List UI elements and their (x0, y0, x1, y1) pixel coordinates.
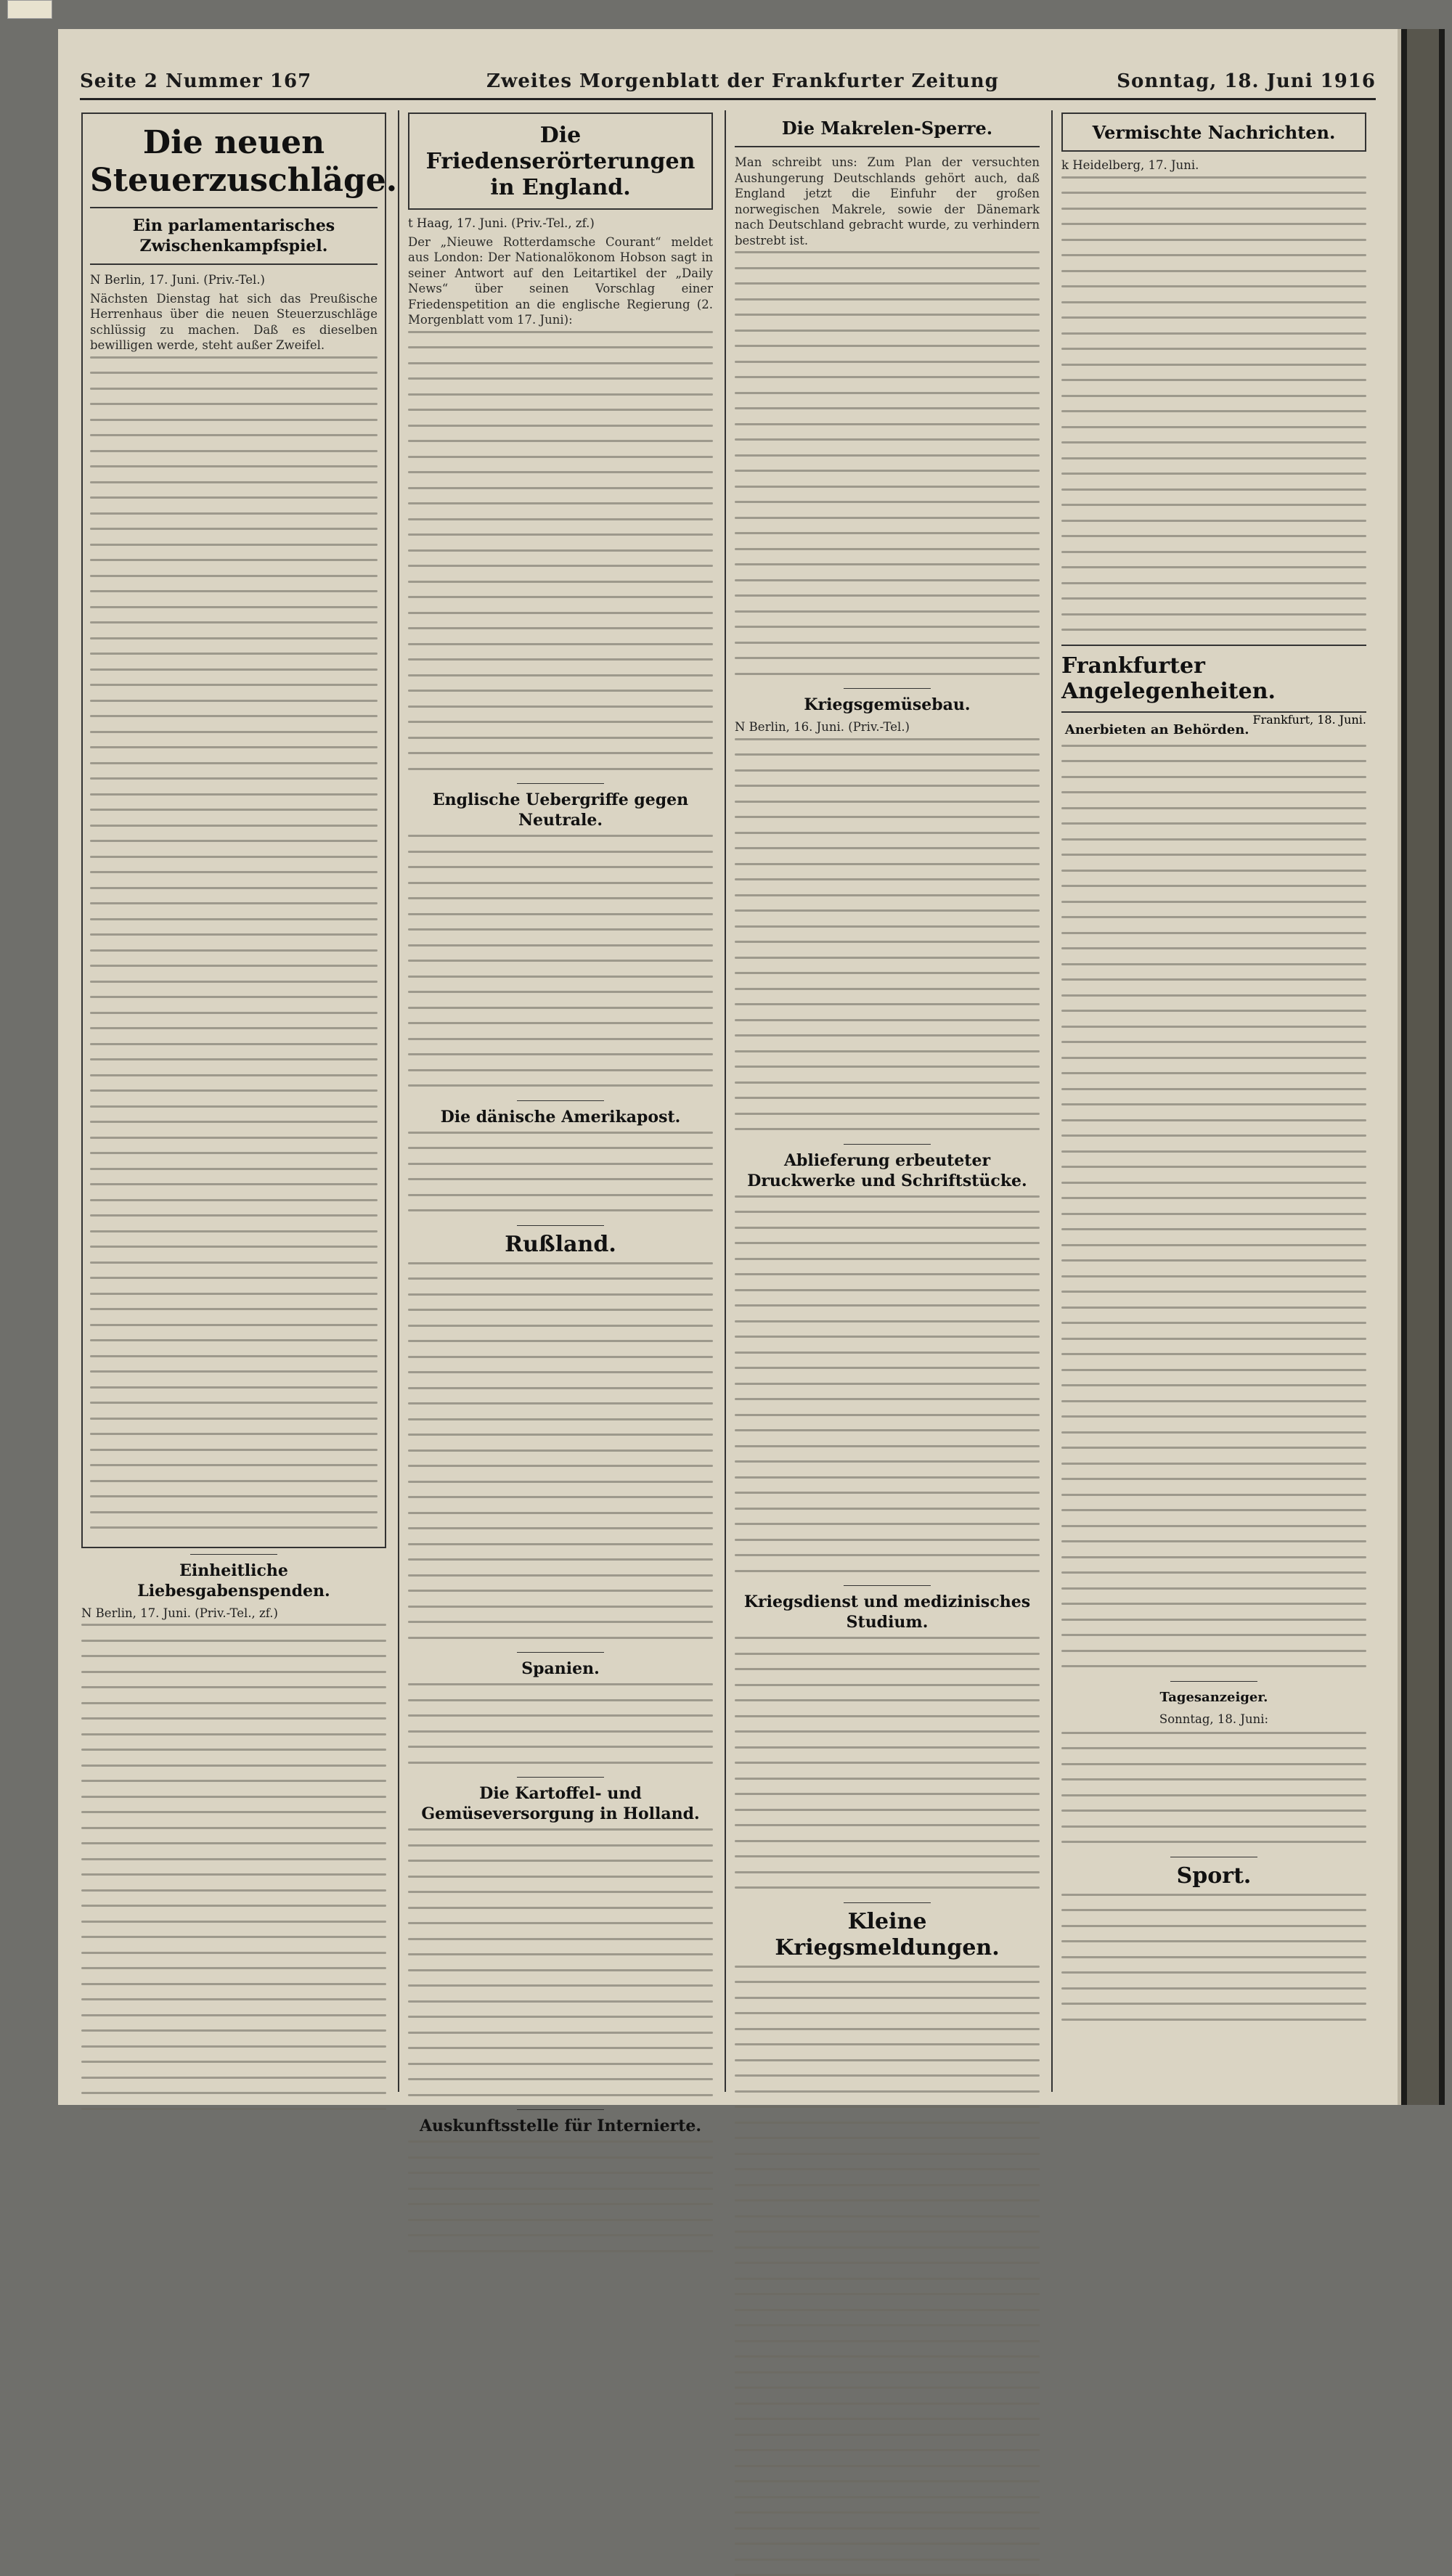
article-lead: Nächsten Dienstag hat sich das Preußische Herrenhaus über die neuen Steuerzuschläge schlüssig zu machen. Daß es dieselben bewilligen werde, steht außer Zweifel. (90, 291, 378, 353)
article-body-lines (408, 331, 713, 770)
section-title: Frankfurter Angelegenheiten. (1061, 653, 1366, 704)
header-right: Sonntag, 18. Juni 1916 (1117, 70, 1376, 92)
article-body-lines (735, 1637, 1040, 1889)
tagesanzeiger-day: Sonntag, 18. Juni: (1061, 1712, 1366, 1726)
article-body-lines (735, 738, 1040, 1131)
article-body-lines (735, 251, 1040, 675)
page-header (80, 69, 1376, 100)
article-body-lines (408, 1262, 713, 1639)
column-4 (1061, 113, 1366, 2087)
article-body-lines (735, 1195, 1040, 1572)
section-title: Spanien. (408, 1659, 713, 1679)
header-center: Zweites Morgenblatt der Frankfurter Zeitung (486, 70, 999, 92)
dateline: N Berlin, 17. Juni. (Priv.-Tel.) (90, 273, 265, 287)
column-3 (735, 113, 1040, 2087)
article-lead: Der „Nieuwe Rotterdamsche Courant“ meldet aus London: Der Nationalökonom Hobson sagt in seiner Antwort auf den Leitartikel der „Daily News“ über seinen Vorschlag einer Friedenspetition an die englische Regierung (2. Morgenblatt vom 17. Juni): (408, 234, 713, 328)
section-title: Kleine Kriegsmeldungen. (735, 1909, 1040, 1961)
dateline: N Berlin, 17. Juni. (Priv.-Tel., zf.) (81, 1606, 278, 1620)
scale-ruler (7, 0, 52, 19)
section-title: Die dänische Amerikapost. (408, 1107, 713, 1127)
article-title: Die neuen Steuerzuschläge. (90, 124, 378, 200)
section-title: Kriegsgemüsebau. (735, 695, 1040, 715)
article-body-lines (81, 1624, 386, 2110)
article-body-lines (408, 1683, 713, 1764)
column-1 (81, 113, 386, 2087)
article-body-lines (408, 2140, 713, 2252)
title-box (408, 113, 713, 210)
article-title: Vermischte Nachrichten. (1069, 123, 1359, 143)
section-title: Tagesanzeiger. (1061, 1688, 1366, 1708)
section-title: Sport. (1061, 1863, 1366, 1889)
dateline: Frankfurt, 18. Juni. (1252, 713, 1366, 727)
header-left: Seite 2 Nummer 167 (80, 70, 311, 92)
tagesanzeiger-lines (1061, 1732, 1366, 1844)
article-body-lines (408, 835, 713, 1087)
title-box (1061, 113, 1366, 152)
section-title: Einheitliche Liebesgabenspenden. (81, 1561, 386, 1601)
column-rule (1051, 110, 1053, 2092)
section-title: Anerbieten an Behörden. (1061, 720, 1366, 740)
article-body-lines (1061, 1894, 1366, 2021)
frankfurt-header (1061, 653, 1366, 704)
article-body-lines (1061, 745, 1366, 1668)
section-title: Die Kartoffel- und Gemüseversorgung in Holland. (408, 1783, 713, 1824)
dateline: N Berlin, 16. Juni. (Priv.-Tel.) (735, 720, 910, 734)
article-title: Die Friedenserörterungen in England. (415, 123, 706, 201)
article-steuerzuschlaege (81, 113, 386, 1548)
page-edge (1401, 29, 1445, 2105)
article-subtitle: Ein parlamentarisches Zwischenkampfspiel. (90, 216, 378, 256)
article-body-lines (408, 1828, 713, 2096)
article-lead: Man schreibt uns: Zum Plan der versuchten Aushungerung Deutschlands gehört auch, daß England jetzt die Einfuhr der großen norwegischen Makrele, sowie der Dänemark nach Deutschland gebracht wurde, zu verhindern bestrebt ist. (735, 155, 1040, 248)
section-title: Rußland. (408, 1232, 713, 1258)
column-rule (398, 110, 399, 2092)
section-title: Auskunftsstelle für Internierte. (408, 2116, 713, 2136)
dateline: t Haag, 17. Juni. (Priv.-Tel., zf.) (408, 216, 595, 230)
article-body-lines (90, 356, 378, 1529)
article-title: Die Makrelen-Sperre. (735, 118, 1040, 139)
section-title: Kriegsdienst und medizinisches Studium. (735, 1592, 1040, 1632)
section-title: Ablieferung erbeuteter Druckwerke und Schriftstücke. (735, 1150, 1040, 1191)
article-body-lines (1061, 176, 1366, 631)
column-rule (725, 110, 726, 2092)
section-title: Englische Uebergriffe gegen Neutrale. (408, 790, 713, 830)
column-2 (408, 113, 713, 2087)
article-body-lines (408, 1132, 713, 1212)
article-body-lines (735, 1966, 1040, 2576)
dateline: k Heidelberg, 17. Juni. (1061, 158, 1199, 172)
newspaper-page (58, 29, 1398, 2105)
